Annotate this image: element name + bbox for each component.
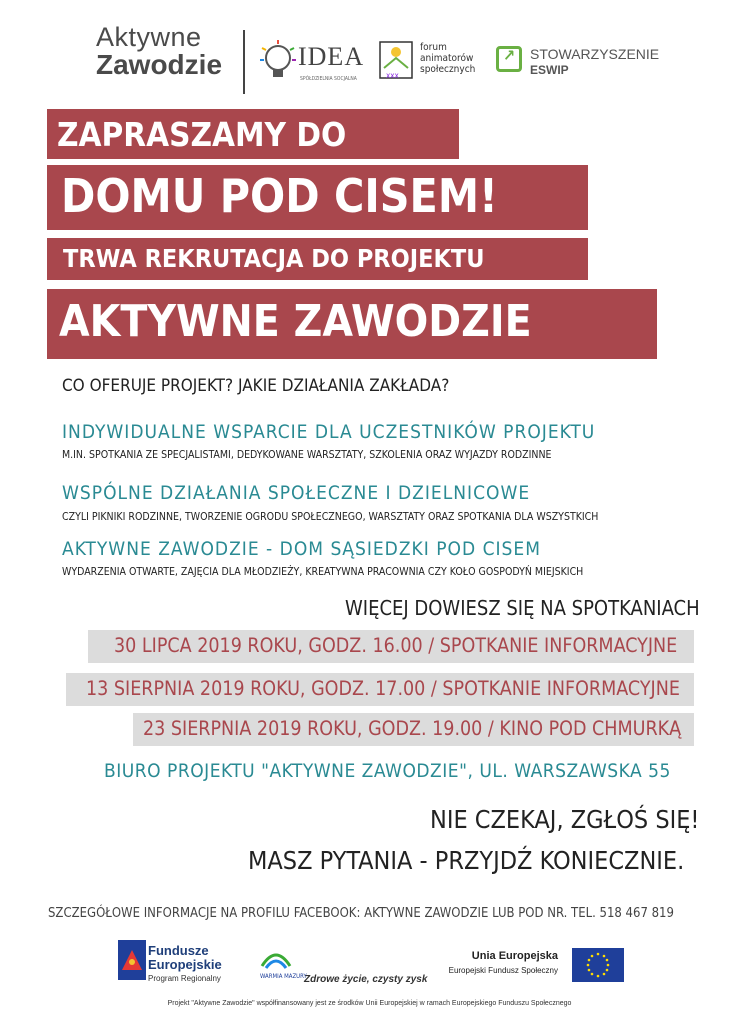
footnote: Projekt "Aktywne Zawodzie" współfinansowany jest ze środków Unii Europejskiej w ramach Europejskiego Funduszu Społecznego xyxy=(167,1000,572,1007)
logo-aktywne-zawodzie xyxy=(96,24,226,79)
logo-eswip-line1: STOWARZYSZENIE xyxy=(530,46,660,62)
cta-sign-up: NIE CZEKAJ, ZGŁOŚ SIĘ! xyxy=(430,805,700,834)
office-address: BIURO PROJEKTU "AKTYWNE ZAWODZIE", UL. WARSZAWSKA 55 xyxy=(104,760,671,782)
fundusze-europejskie-icon xyxy=(118,940,146,980)
warmia-mazury-icon xyxy=(256,942,307,982)
logo-fundusze-europejskie xyxy=(118,940,248,990)
fe-name: Fundusze Europejskie xyxy=(148,943,222,972)
arrow-icon: ↗ xyxy=(496,46,522,72)
section-3-desc: WYDARZENIA OTWARTE, ZAJĘCIA DLA MŁODZIEŻY, KREATYWNA PRACOWNIA CZY KOŁO GOSPODYŃ MIEJSKICH xyxy=(62,566,584,578)
more-info-heading: WIĘCEJ DOWIESZ SIĘ NA SPOTKANIACH xyxy=(345,596,700,620)
event-1: 30 LIPCA 2019 ROKU, GODZ. 16.00 / SPOTKANIE INFORMACYJNE xyxy=(88,630,694,663)
offer-question: CO OFERUJE PROJEKT? JAKIE DZIAŁANIA ZAKŁADA? xyxy=(62,376,450,396)
logo-forum-text: forum animatorów społecznych xyxy=(420,42,476,75)
title-line3: TRWA REKRUTACJA DO PROJEKTU xyxy=(47,238,588,280)
logo-eswip-line2: ESWIP xyxy=(530,63,569,77)
logo-idea-text: IDEA xyxy=(298,42,365,71)
logo-az-line2: Zawodzie xyxy=(96,49,223,80)
svg-text:xxx: xxx xyxy=(386,71,399,80)
logo-idea xyxy=(258,38,365,88)
fe-program: Program Regionalny xyxy=(148,974,221,983)
logo-forum-animatorow xyxy=(376,38,486,88)
logo-idea-sub: SPÓŁDZIELNIA SOCJALNA xyxy=(300,76,357,82)
forum-logo-icon xyxy=(376,38,416,84)
eu-flag-icon xyxy=(572,948,624,982)
section-2-desc: CZYLI PIKNIKI RODZINNE, TWORZENIE OGRODU SPOŁECZNEGO, WARSZTATY ORAZ SPOTKANIA DLA WSZYSTKICH xyxy=(62,511,599,523)
ue-name: Unia Europejska xyxy=(471,950,558,962)
wm-small-text: WARMIA MAZURY xyxy=(260,973,307,980)
title-line4: AKTYWNE ZAWODZIE xyxy=(47,289,657,359)
logo-eswip xyxy=(496,44,660,84)
section-3-title: AKTYWNE ZAWODZIE - DOM SĄSIEDZKI POD CISEM xyxy=(62,538,541,560)
title-line1: ZAPRASZAMY DO xyxy=(47,109,459,159)
title-line2: DOMU POD CISEM! xyxy=(47,165,588,230)
facebook-info: SZCZEGÓŁOWE INFORMACJE NA PROFILU FACEBOOK: AKTYWNE ZAWODZIE LUB POD NR. TEL. 518 467 819 xyxy=(48,906,674,921)
ue-fund: Europejski Fundusz Społeczny xyxy=(448,966,558,975)
event-2: 13 SIERPNIA 2019 ROKU, GODZ. 17.00 / SPOTKANIE INFORMACYJNE xyxy=(66,673,694,706)
lightbulb-icon xyxy=(258,38,298,86)
cta-questions: MASZ PYTANIA - PRZYJDŹ KONIECZNIE. xyxy=(248,846,685,875)
event-3: 23 SIERPNIA 2019 ROKU, GODZ. 19.00 / KINO POD CHMURKĄ xyxy=(133,713,694,746)
logo-warmia-mazury xyxy=(256,942,456,992)
logo-az-line1: Aktywne xyxy=(96,22,202,52)
section-1-title: INDYWIDUALNE WSPARCIE DLA UCZESTNIKÓW PROJEKTU xyxy=(62,421,596,443)
header-divider xyxy=(243,30,245,94)
section-1-desc: M.IN. SPOTKANIA ZE SPECJALISTAMI, DEDYKOWANE WARSZTATY, SZKOLENIA ORAZ WYJAZDY RODZINNE xyxy=(62,449,552,461)
section-2-title: WSPÓLNE DZIAŁANIA SPOŁECZNE I DZIELNICOWE xyxy=(62,482,531,504)
wm-slogan: Zdrowe życie, czysty zysk xyxy=(304,974,428,985)
